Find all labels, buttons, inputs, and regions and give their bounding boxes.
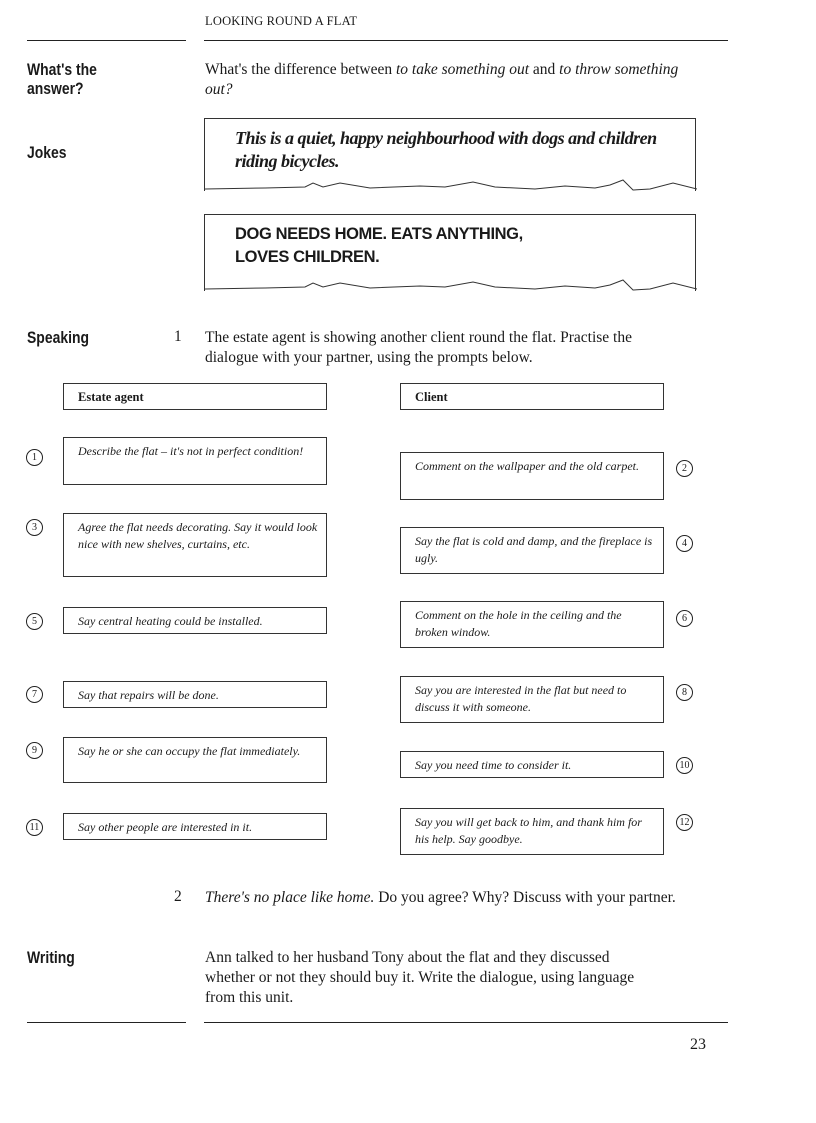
ex2-rest: Do you agree? Why? Discuss with your partner. bbox=[374, 889, 676, 906]
answer-question bbox=[205, 60, 705, 100]
prompt-number-12: 12 bbox=[676, 814, 693, 831]
joke1-line2: riding bicycles. bbox=[235, 151, 339, 171]
ex2-italic: There's no place like home. bbox=[205, 889, 375, 906]
divider-right-top bbox=[204, 40, 728, 41]
joke2-line2: LOVES CHILDREN. bbox=[235, 248, 380, 266]
page-number: 23 bbox=[690, 1036, 706, 1053]
prompt-box-4: Say the flat is cold and damp, and the fireplace is ugly. bbox=[400, 527, 664, 574]
exercise-2-instructions bbox=[205, 888, 745, 908]
prompt-box-3: Agree the flat needs decorating. Say it would look nice with new shelves, curtains, etc. bbox=[63, 513, 327, 577]
joke2-line1: DOG NEEDS HOME. EATS ANYTHING, bbox=[235, 225, 523, 243]
joke1-line1: This is a quiet, happy neighbourhood with dogs and children bbox=[235, 128, 657, 148]
prompt-number-8: 8 bbox=[676, 684, 693, 701]
prompt-number-6: 6 bbox=[676, 610, 693, 627]
client-header: Client bbox=[400, 383, 664, 410]
prompt-box-1: Describe the flat – it's not in perfect condition! bbox=[63, 437, 327, 485]
writing-line2: whether or not they should buy it. Write the dialogue, using language bbox=[205, 969, 635, 986]
answer-q4: to throw something out? bbox=[205, 61, 679, 98]
section-label-answer: What's the answer? bbox=[27, 60, 97, 98]
prompt-number-1: 1 bbox=[26, 449, 43, 466]
answer-q2: to take something out bbox=[396, 61, 530, 78]
prompt-number-3: 3 bbox=[26, 519, 43, 536]
torn-edge-2 bbox=[205, 277, 697, 293]
section-label-jokes: Jokes bbox=[27, 143, 67, 162]
prompt-box-10: Say you need time to consider it. bbox=[400, 751, 664, 778]
estate-agent-header: Estate agent bbox=[63, 383, 327, 410]
writing-line1: Ann talked to her husband Tony about the flat and they discussed bbox=[205, 949, 610, 966]
prompt-box-9: Say he or she can occupy the flat immediately. bbox=[63, 737, 327, 783]
prompt-box-2: Comment on the wallpaper and the old carpet. bbox=[400, 452, 664, 500]
divider-right-bottom bbox=[204, 1022, 728, 1023]
prompt-number-2: 2 bbox=[676, 460, 693, 477]
prompt-box-6: Comment on the hole in the ceiling and the broken window. bbox=[400, 601, 664, 648]
writing-instructions bbox=[205, 948, 725, 1008]
joke-box-2 bbox=[204, 214, 696, 291]
ex1-line1: The estate agent is showing another client round the flat. Practise the bbox=[205, 329, 632, 346]
writing-line3: from this unit. bbox=[205, 989, 294, 1006]
prompt-box-5: Say central heating could be installed. bbox=[63, 607, 327, 634]
prompt-number-5: 5 bbox=[26, 613, 43, 630]
prompt-box-12: Say you will get back to him, and thank him for his help. Say goodbye. bbox=[400, 808, 664, 855]
prompt-number-4: 4 bbox=[676, 535, 693, 552]
joke-box-1 bbox=[204, 118, 696, 191]
prompt-box-8: Say you are interested in the flat but need to discuss it with someone. bbox=[400, 676, 664, 723]
section-label-speaking: Speaking bbox=[27, 328, 89, 347]
divider-left-top bbox=[27, 40, 186, 41]
exercise-2-number: 2 bbox=[174, 888, 182, 905]
ex1-line2: dialogue with your partner, using the prompts below. bbox=[205, 349, 533, 366]
running-head: LOOKING ROUND A FLAT bbox=[205, 14, 358, 28]
answer-q3: and bbox=[529, 61, 560, 78]
divider-left-bottom bbox=[27, 1022, 186, 1023]
exercise-1-number: 1 bbox=[174, 328, 182, 345]
exercise-1-instructions bbox=[205, 328, 725, 368]
prompt-number-11: 11 bbox=[26, 819, 43, 836]
prompt-number-9: 9 bbox=[26, 742, 43, 759]
torn-edge-1 bbox=[205, 177, 697, 193]
prompt-box-11: Say other people are interested in it. bbox=[63, 813, 327, 840]
answer-q1: What's the difference between bbox=[205, 61, 396, 78]
prompt-number-7: 7 bbox=[26, 686, 43, 703]
prompt-box-7: Say that repairs will be done. bbox=[63, 681, 327, 708]
section-label-writing: Writing bbox=[27, 948, 75, 967]
prompt-number-10: 10 bbox=[676, 757, 693, 774]
